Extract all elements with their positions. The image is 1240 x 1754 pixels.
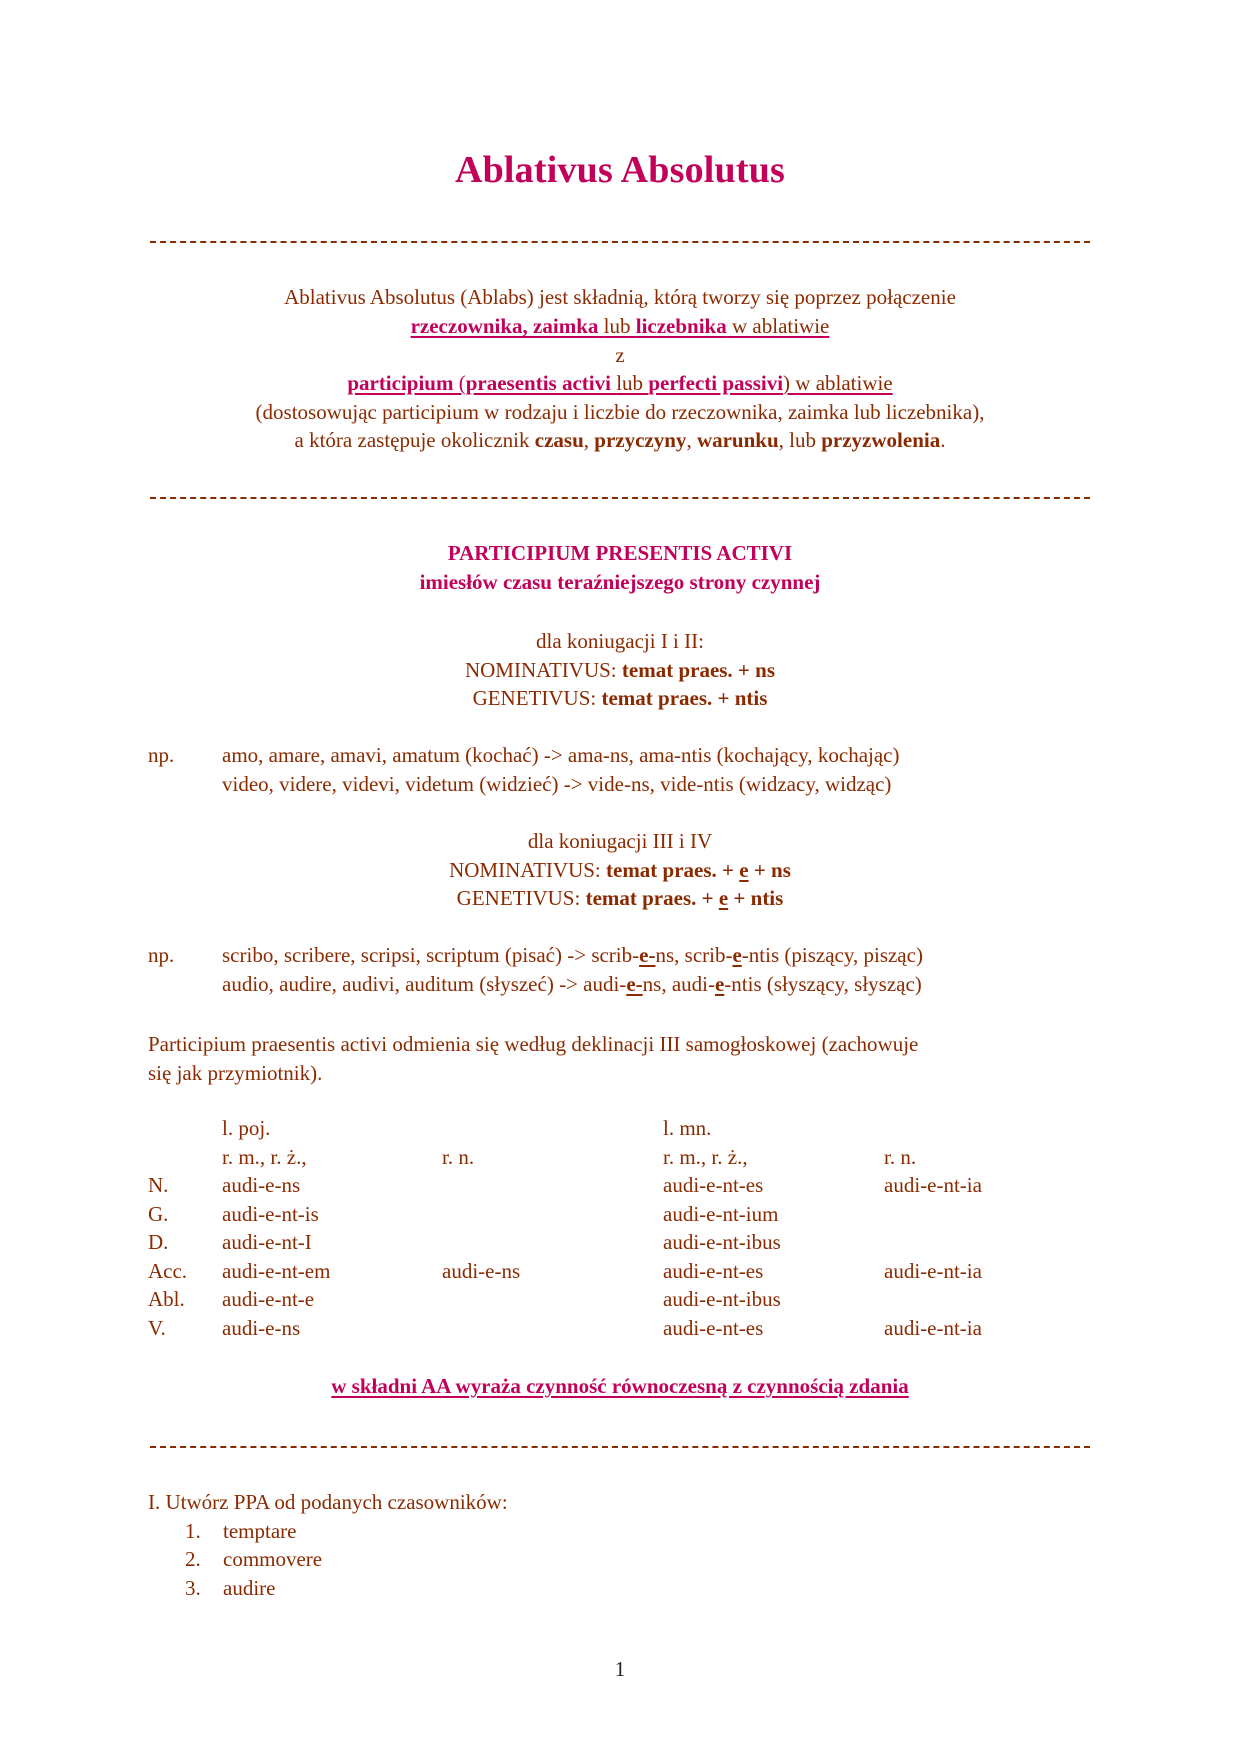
nominativus-label: NOMINATIVUS:: [449, 858, 601, 882]
declension-note-line-1: Participium praesentis activi odmienia się według deklinacji III samogłoskowej (zachowuje: [148, 1032, 919, 1056]
example-scribo: [222, 941, 923, 970]
comma: ,: [686, 428, 692, 452]
table-cell: audi-e-nt-em: [222, 1259, 331, 1283]
term-przyczyny: przyczyny: [594, 428, 687, 452]
table-cell: audi-e-nt-ibus: [663, 1230, 781, 1254]
intro-line-6: [0, 426, 1240, 455]
exercise-title: I. Utwórz PPA od podanych czasowników:: [148, 1490, 508, 1514]
table-cell: audi-e-nt-es: [663, 1173, 764, 1197]
period: .: [940, 428, 946, 452]
genetivus-label: GENETIVUS:: [472, 686, 597, 710]
table-case-label: N.: [148, 1173, 169, 1197]
dashed-divider: [150, 497, 1090, 499]
table-header-singular: l. poj.: [222, 1116, 271, 1140]
term-praesentis-activi: praesentis activi: [465, 371, 611, 395]
example-np-label: np.: [148, 943, 175, 967]
table-cell: audi-e-ns: [222, 1316, 301, 1340]
dashed-divider: [150, 241, 1090, 243]
example-text: ns, scrib-: [655, 943, 733, 967]
table-case-label: D.: [148, 1230, 169, 1254]
term-warunku: warunku: [696, 428, 779, 452]
table-case-label: Abl.: [148, 1287, 185, 1311]
conj34-label: dla koniugacji III i IV: [527, 829, 713, 853]
nominativus-ending: + ns: [753, 858, 791, 882]
table-subheader: r. m., r. ż.,: [222, 1145, 307, 1169]
genetivus-ending: + ntis: [733, 886, 784, 910]
table-case-label: Acc.: [148, 1259, 188, 1283]
genetivus-rule: temat praes. +: [585, 886, 714, 910]
phrase-w-ablatiwie: w ablatiwie: [732, 314, 830, 338]
exercise-item: [185, 1517, 296, 1546]
example-np-label: np.: [148, 743, 175, 767]
nominativus-label: NOMINATIVUS:: [464, 658, 617, 682]
list-number: 1.: [185, 1519, 201, 1543]
term-participium: participium: [347, 371, 454, 395]
table-cell: audi-e-nt-ia: [884, 1173, 982, 1197]
nominativus-rule: temat praes. +: [606, 858, 735, 882]
example-text: -ntis (piszący, pisząc): [741, 943, 923, 967]
connecting-vowel-e: e-: [626, 972, 643, 996]
example-text: ns, audi-: [642, 972, 715, 996]
word-lub: lub: [789, 428, 816, 452]
phrase-w-ablatiwie: ) w ablatiwie: [783, 371, 893, 395]
exercise-item: [185, 1574, 275, 1603]
page-number: 1: [614, 1657, 626, 1681]
table-cell: audi-e-ns: [222, 1173, 301, 1197]
summary-note: [0, 1374, 1240, 1399]
table-subheader: r. n.: [884, 1145, 917, 1169]
summary-text: w składni AA wyraża czynność równoczesną z czynnością zdania: [331, 1374, 909, 1398]
term-przyzwolenia: przyzwolenia: [821, 428, 941, 452]
intro-line-1: Ablativus Absolutus (Ablabs) jest składnią, którą tworzy się poprzez połączenie: [284, 285, 956, 309]
genetivus-rule: temat praes. + ntis: [601, 686, 768, 710]
dashed-divider: [150, 1446, 1090, 1448]
exercise-item: [185, 1545, 322, 1574]
example-text: audio, audire, audivi, auditum (słyszeć) -> audi-: [222, 972, 627, 996]
list-number: 2.: [185, 1547, 201, 1571]
connecting-vowel-e: e: [739, 858, 749, 882]
table-cell: audi-e-nt-ium: [663, 1202, 779, 1226]
declension-note-line-2: się jak przymiotnik).: [148, 1061, 323, 1085]
nominativus-rule: temat praes. + ns: [621, 658, 776, 682]
word-lub: lub: [603, 314, 631, 338]
list-number: 3.: [185, 1576, 201, 1600]
table-case-label: V.: [148, 1316, 166, 1340]
example-text: -ntis (słyszący, słysząc): [724, 972, 922, 996]
conj12-label: dla koniugacji I i II:: [536, 629, 704, 653]
table-cell: audi-e-nt-is: [222, 1202, 319, 1226]
table-case-label: G.: [148, 1202, 169, 1226]
table-cell: audi-e-nt-es: [663, 1316, 764, 1340]
intro-line-6-prefix: a która zastępuje okolicznik: [294, 428, 530, 452]
conj34-nominativus: [0, 856, 1240, 885]
term-czasu: czasu: [534, 428, 584, 452]
table-cell: audi-e-nt-ia: [884, 1259, 982, 1283]
list-item-text: audire: [223, 1576, 276, 1600]
term-rzeczownika-zaimka: rzeczownika, zaimka: [410, 314, 599, 338]
conj12-genetivus: [0, 684, 1240, 713]
table-cell: audi-e-nt-ibus: [663, 1287, 781, 1311]
conj12-nominativus: [0, 656, 1240, 685]
example-audio: [222, 970, 922, 999]
connecting-vowel-e: e: [718, 886, 729, 910]
table-subheader: r. m., r. ż.,: [663, 1145, 748, 1169]
intro-line-3: z: [615, 343, 625, 367]
table-header-plural: l. mn.: [663, 1116, 712, 1140]
genetivus-label: GENETIVUS:: [456, 886, 581, 910]
table-cell: audi-e-nt-es: [663, 1259, 764, 1283]
term-liczebnika: liczebnika: [635, 314, 727, 338]
word-lub: lub: [616, 371, 644, 395]
list-item-text: commovere: [223, 1547, 323, 1571]
table-cell: audi-e-ns: [442, 1259, 521, 1283]
example-amo: amo, amare, amavi, amatum (kochać) -> ama-ns, ama-ntis (kochający, kochając): [222, 743, 900, 767]
paren-open: (: [453, 371, 466, 395]
table-cell: audi-e-nt-I: [222, 1230, 312, 1254]
table-subheader: r. n.: [442, 1145, 475, 1169]
comma: ,: [583, 428, 590, 452]
term-perfecti-passivi: perfecti passivi: [648, 371, 784, 395]
example-text: scribo, scribere, scripsi, scriptum (pisać) -> scrib-: [222, 943, 640, 967]
list-item-text: temptare: [223, 1519, 297, 1543]
table-cell: audi-e-nt-ia: [884, 1316, 982, 1340]
intro-line-4: [0, 369, 1240, 398]
connecting-vowel-e: e-: [639, 943, 656, 967]
example-video: video, videre, videvi, videtum (widzieć) -> vide-ns, vide-ntis (widzacy, widząc): [222, 772, 892, 796]
connecting-vowel-e: e: [732, 943, 742, 967]
intro-line-2: [0, 312, 1240, 341]
comma: ,: [778, 428, 784, 452]
table-cell: audi-e-nt-e: [222, 1287, 315, 1311]
conj34-genetivus: [0, 884, 1240, 913]
page-title: Ablativus Absolutus: [454, 149, 786, 191]
section-subheading: imiesłów czasu teraźniejszego strony czynnej: [419, 570, 821, 594]
intro-line-5: (dostosowując participium w rodzaju i liczbie do rzeczownika, zaimka lub liczebnika),: [255, 400, 985, 424]
section-heading: PARTICIPIUM PRESENTIS ACTIVI: [447, 541, 793, 565]
connecting-vowel-e: e: [714, 972, 725, 996]
